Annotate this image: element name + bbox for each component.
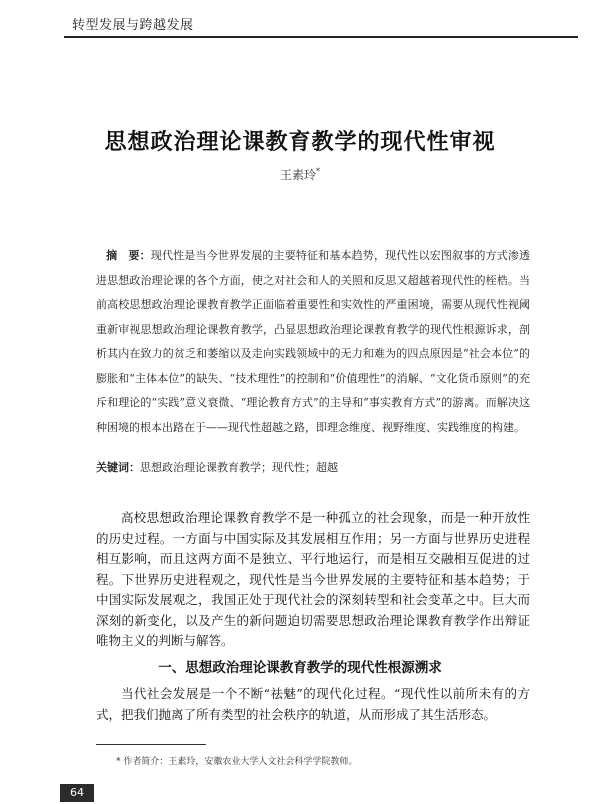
abstract-text: 现代性是当今世界发展的主要特征和基本趋势，现代性以宏图叙事的方式渗透进思想政治理论课的各个方面，使之对社会和人的关照和反思又超越着现代性的桎梏。当前高校思想政治理论课教育教学正面临着重要性和实效性的严重困境，需要从现代性视阈重新审视思想政治理论课教育教学，凸显思想政治理论课教育教学的现代性根源诉求，剖析其内在致力的贫乏和萎缩以及走向实践领域中的无力和难为的四点原因是“社会本位”的膨胀和“主体本位”的缺失、“技术理性”的控制和“价值理性”的消解、“文化货币原则”的充斥和理论的“实践”意义衰微、“理论教育方式”的主导和“事实教育方式”的游离。而解决这种困境的根本出路在于——现代性超越之路，即理念维度、视野维度、实践维度的构建。	[96, 249, 531, 434]
keywords-text: 思想政治理论课教育教学；现代性；超越	[140, 461, 338, 474]
page-number: 64	[60, 784, 94, 802]
keywords	[96, 458, 530, 478]
abstract	[96, 244, 530, 440]
journal-section-label: 转型发展与跨越发展	[72, 18, 194, 33]
header-rule	[64, 36, 578, 38]
footnote-rule	[96, 744, 206, 745]
intro-paragraph: 高校思想政治理论课教育教学不是一种孤立的社会现象，而是一种开放性的历史过程。一方面与中国实际及其发展相互作用；另一方面与世界历史进程相互影响，而且这两方面不是独立、平行地运行，而是相互交融相互促进的过程。下世界历史进程观之，现代性是当今世界发展的主要特征和基本趋势；于中国实际发展观之，我国正处于现代社会的深刻转型和社会变革之中。巨大而深刻的新变化，以及产生的新问题迫切需要思想政治理论课教育教学作出辩证唯物主义的判断与解答。	[96, 510, 530, 648]
abstract-label: 摘 要：	[106, 249, 151, 262]
author-footnote: * 作者简介：王素玲，安徽农业大学人文社会科学学院教师。	[116, 757, 358, 767]
keywords-label: 关键词：	[96, 461, 140, 474]
article-author	[0, 166, 600, 183]
article-title: 思想政治理论课教育教学的现代性审视	[104, 129, 496, 155]
author-name: 王素玲	[279, 168, 316, 182]
author-footnote-mark: *	[316, 167, 320, 176]
section-heading: 一、思想政治理论课教育教学的现代性根源溯求	[158, 660, 442, 676]
section-paragraph: 当代社会发展是一个不断“祛魅”的现代化过程。“现代性以前所未有的方式，把我们抛离了所有类型的社会秩序的轨道，从而形成了其生活形态。	[96, 686, 530, 722]
